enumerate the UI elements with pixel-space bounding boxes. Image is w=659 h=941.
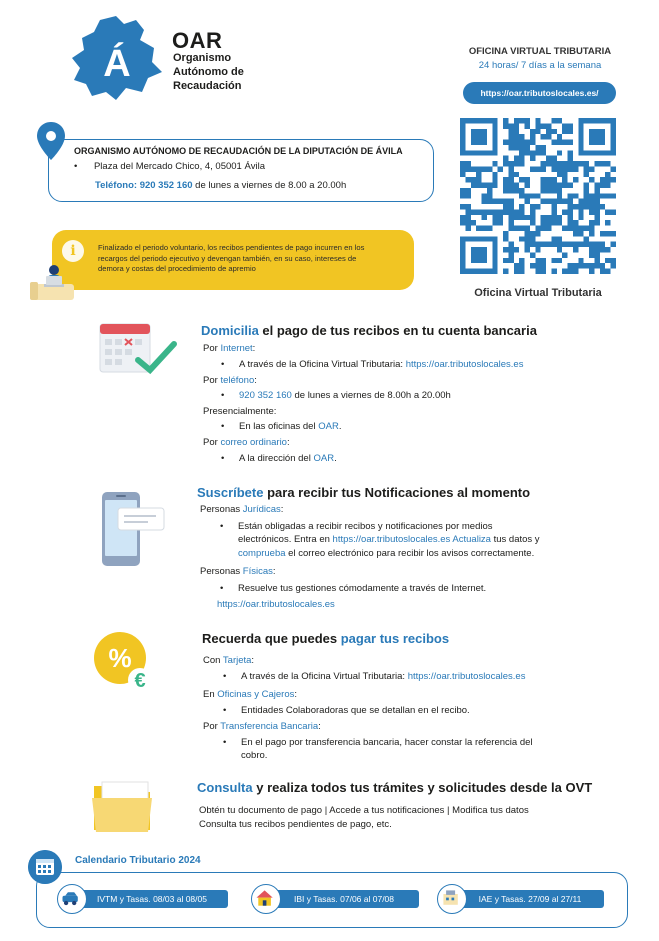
list-item-continued: [238, 548, 534, 560]
text: el correo electrónico para recibir los avisos correctamente.: [285, 548, 535, 559]
calendar-check-icon: [98, 320, 180, 378]
text: tus datos y: [490, 534, 540, 545]
smartphone-message-icon: [98, 490, 166, 568]
svg-text:%: %: [108, 643, 132, 673]
list-item: • Entidades Colaboradoras que se detallan en el recibo.: [241, 705, 470, 717]
qr-code-icon[interactable]: [460, 118, 616, 274]
text: :: [272, 566, 276, 577]
pagar-title-highlight: pagar tus recibos: [340, 631, 450, 646]
pagar-tarjeta: [203, 655, 254, 667]
text: Por: [203, 343, 221, 354]
text: • Están obligadas a recibir recibos y notificaciones por medios: [238, 521, 493, 532]
domicilia-telefono: [203, 375, 257, 387]
internet-link[interactable]: Internet: [220, 343, 253, 354]
text: Personas: [200, 566, 243, 577]
oar-logo-map-icon: [70, 14, 166, 104]
text: En las oficinas del: [239, 421, 319, 432]
consulta-line: Obtén tu documento de pago | Accede a tus notificaciones | Modifica tus datos: [199, 805, 529, 816]
phone-hours: de lunes a viernes de 8.00 a 20.00h: [195, 180, 347, 191]
notice-line: recargos del periodo ejecutivo y devengan también, en su caso, intereses de: [98, 253, 357, 263]
calendar-title: Calendario Tributario 2024: [75, 855, 201, 866]
qr-caption: Oficina Virtual Tributaria: [474, 287, 602, 299]
address-phone: [95, 180, 346, 191]
text: :: [251, 655, 255, 666]
list-item: [241, 671, 525, 683]
text: Por: [203, 721, 221, 732]
text: En: [203, 689, 218, 700]
phone-number[interactable]: 920 352 160: [139, 180, 193, 191]
list-item: [239, 421, 341, 433]
text: .: [334, 453, 337, 464]
list-item-continued: [238, 534, 540, 546]
text: :: [318, 721, 321, 732]
list-item: [239, 453, 337, 465]
street-text: Plaza del Mercado Chico, 4, 05001 Ávila: [93, 161, 266, 172]
text: :: [294, 689, 297, 700]
logo-name: [173, 51, 273, 93]
pagar-oficinas: [203, 689, 297, 701]
suscribete-title-rest: para recibir tus Notificaciones al momento: [263, 485, 531, 500]
text: :: [252, 343, 256, 354]
calendar-item-ivtm: IVTM y Tasas. 08/03 al 08/05: [76, 890, 228, 908]
consulta-title-rest: y realiza todos tus trámites y solicitudes desde la OVT: [252, 780, 593, 795]
actualiza-link[interactable]: Actualiza: [450, 534, 491, 545]
car-icon: [57, 884, 87, 914]
suscribete-fisicas: [200, 566, 276, 578]
text: .: [338, 421, 342, 432]
text: A la dirección del: [239, 453, 314, 464]
consulta-line: Consulta tus recibos pendientes de pago, etc.: [199, 819, 392, 830]
juridicas-link[interactable]: Jurídicas: [242, 504, 281, 515]
logo-name-line: Organismo: [173, 52, 232, 64]
text: Por: [203, 437, 221, 448]
ovt-hours: 24 horas/ 7 días a la semana: [478, 60, 602, 71]
pagar-title-rest: Recuerda que puedes: [202, 631, 341, 646]
address-street: [74, 161, 265, 172]
logo-name-line: Autónomo de: [173, 66, 244, 78]
notice-line: demora y costas del procedimiento de apremio: [98, 264, 256, 273]
location-pin-icon: [36, 121, 66, 161]
house-icon: [251, 884, 281, 914]
domicilia-title: [201, 323, 537, 338]
text: Personas: [200, 504, 243, 515]
text: :: [254, 375, 257, 386]
text: A través de la Oficina Virtual Tributaria:: [241, 671, 408, 682]
bullet: •: [74, 161, 78, 172]
svg-text:€: €: [134, 670, 146, 692]
oficinas-link[interactable]: Oficinas y Cajeros: [217, 689, 295, 700]
phone-label: Teléfono:: [95, 180, 138, 191]
folder-icon: [90, 778, 154, 834]
ovt-title: OFICINA VIRTUAL TRIBUTARIA: [468, 46, 612, 57]
suscribete-title: [197, 485, 530, 500]
ovt-link[interactable]: https://oar.tributoslocales.es: [217, 599, 335, 610]
list-item: • Resuelve tus gestiones cómodamente a través de Internet.: [238, 583, 486, 595]
logo-name-line: Recaudación: [173, 80, 242, 92]
consulta-title: [197, 780, 592, 795]
logo-title: OAR: [172, 28, 223, 53]
correo-link[interactable]: correo ordinario: [220, 437, 287, 448]
business-icon: [437, 884, 467, 914]
text: Con: [203, 655, 223, 666]
tarjeta-link[interactable]: Tarjeta: [222, 655, 252, 666]
logo-letter: Á: [103, 43, 131, 85]
domicilia-presencial: Presencialmente:: [203, 406, 277, 417]
ovt-link[interactable]: https://oar.tributoslocales.es: [332, 534, 451, 545]
calendar-item-iae: IAE y Tasas. 27/09 al 27/11: [456, 890, 604, 908]
fisicas-link[interactable]: Físicas: [242, 566, 273, 577]
text: de lunes a viernes de 8.00h a 20.00h: [291, 390, 451, 401]
person-laptop-icon: [30, 262, 76, 302]
transferencia-link[interactable]: Transferencia Bancaria: [220, 721, 319, 732]
consulta-title-highlight: Consulta: [197, 780, 253, 795]
list-item-continued: cobro.: [241, 750, 268, 761]
oar-link[interactable]: OAR: [318, 421, 339, 432]
address-title: ORGANISMO AUTÓNOMO DE RECAUDACIÓN DE LA DIPUTACIÓN DE ÁVILA: [74, 146, 403, 156]
domicilia-title-highlight: Domicilia: [201, 323, 259, 338]
domicilia-title-rest: el pago de tus recibos en tu cuenta bancaria: [258, 323, 537, 338]
text: :: [286, 437, 290, 448]
calendar-item-ibi: IBI y Tasas. 07/06 al 07/08: [269, 890, 419, 908]
suscribete-title-highlight: Suscríbete: [197, 485, 264, 500]
text: Por: [203, 375, 221, 386]
comprueba-link[interactable]: comprueba: [238, 548, 286, 559]
notice-line: Finalizado el periodo voluntario, los recibos pendientes de pago incurren en los: [98, 243, 365, 252]
pagar-transferencia: [203, 721, 321, 733]
domicilia-internet: [203, 343, 255, 355]
ovt-link[interactable]: https://oar.tributoslocales.es: [405, 359, 524, 370]
percent-euro-icon: [92, 630, 154, 694]
text: electrónicos. Entra en: [238, 534, 333, 545]
pagar-title: [202, 631, 449, 646]
ovt-url-button[interactable]: https://oar.tributoslocales.es/: [463, 82, 616, 104]
oar-link[interactable]: OAR: [313, 453, 335, 464]
list-item: • En el pago por transferencia bancaria, hacer constar la referencia del: [241, 737, 533, 749]
list-item: [239, 359, 523, 371]
suscribete-juridicas: [200, 504, 283, 516]
phone-number[interactable]: 920 352 160: [239, 390, 292, 401]
info-icon: i: [62, 240, 84, 262]
text: :: [280, 504, 284, 515]
notice-text: [98, 243, 410, 275]
ovt-link[interactable]: https://oar.tributoslocales.es: [407, 671, 526, 682]
list-item: [239, 390, 451, 402]
calendar-icon: [28, 850, 62, 884]
telefono-link[interactable]: teléfono: [220, 375, 255, 386]
domicilia-correo: [203, 437, 290, 449]
text: A través de la Oficina Virtual Tributaria:: [239, 359, 406, 370]
list-item: [238, 521, 493, 533]
